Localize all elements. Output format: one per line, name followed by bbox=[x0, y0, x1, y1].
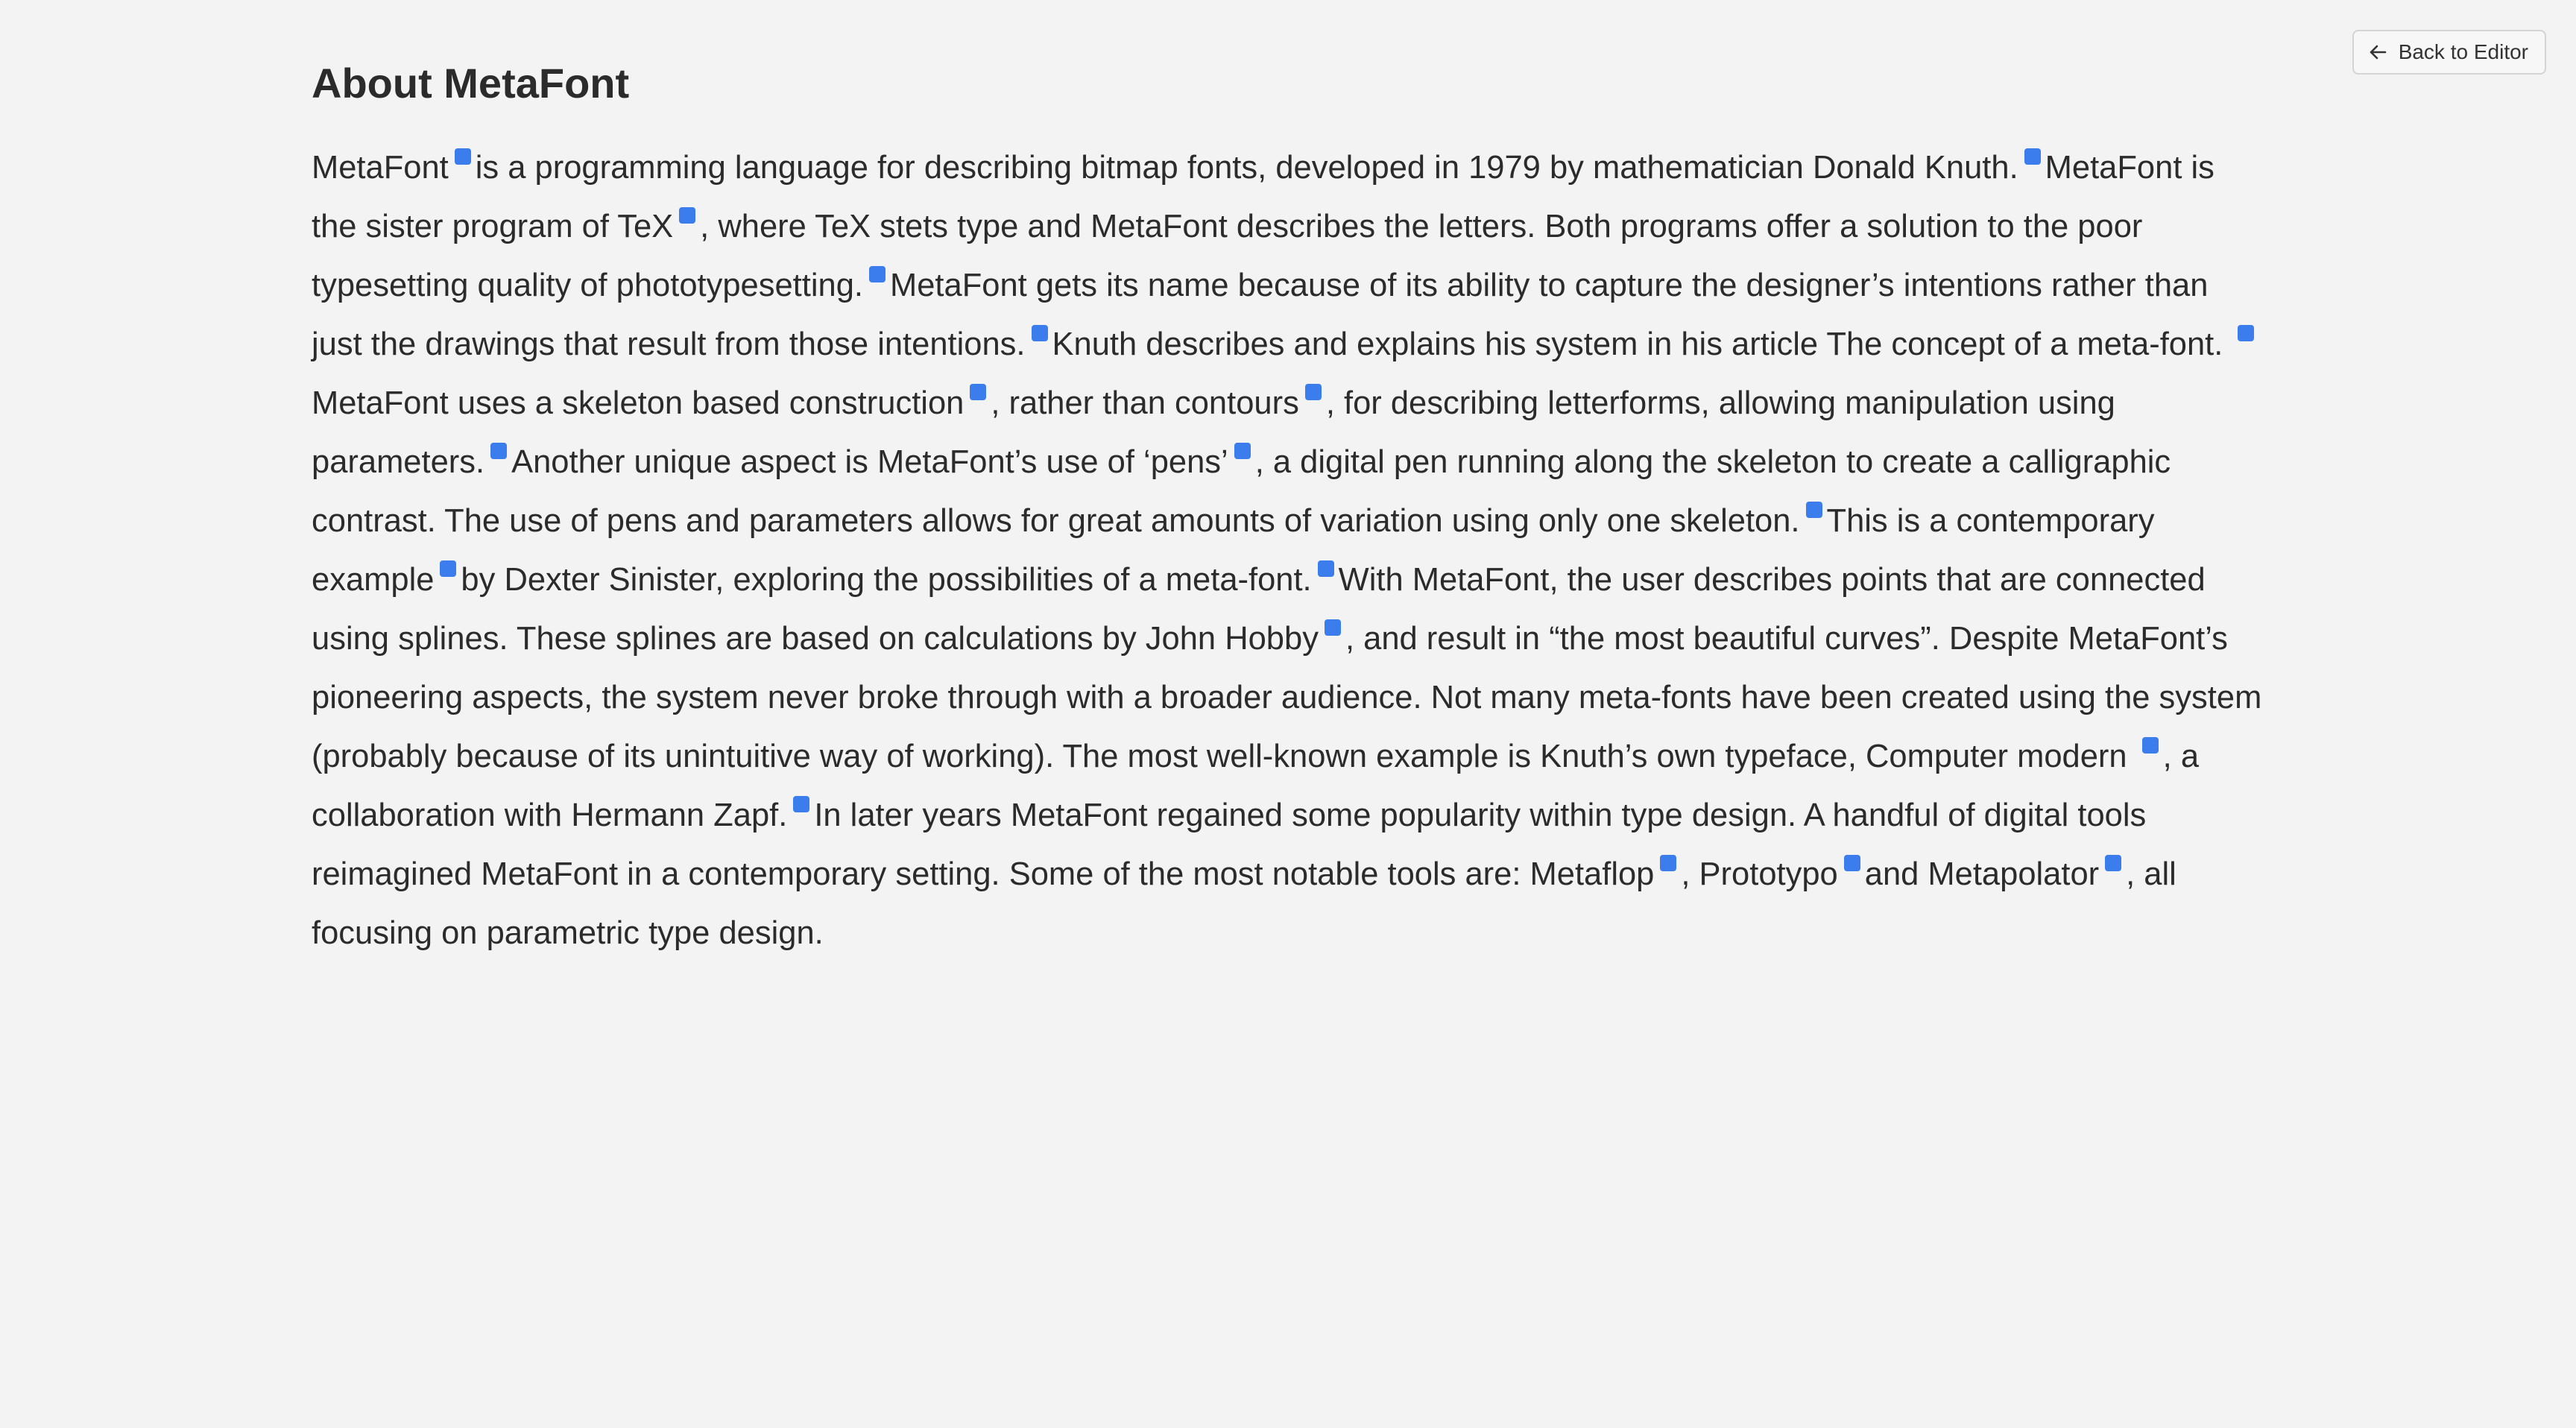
text-segment: , all focusing on parametric type design. bbox=[312, 856, 2176, 951]
back-to-editor-label: Back to Editor bbox=[2398, 40, 2528, 63]
footnote-marker[interactable] bbox=[2024, 148, 2041, 165]
text-segment: , a collaboration with Hermann Zapf. bbox=[312, 739, 2200, 833]
footnote-marker[interactable] bbox=[2238, 325, 2254, 341]
text-segment: , rather than contours bbox=[991, 385, 1299, 421]
footnote-marker[interactable] bbox=[455, 148, 471, 165]
text-segment: MetaFont bbox=[312, 150, 449, 186]
page-title: About MetaFont bbox=[312, 60, 630, 107]
footnote-marker[interactable] bbox=[869, 266, 886, 282]
footnote-marker[interactable] bbox=[1325, 619, 1341, 636]
text-segment: , a digital pen running along the skeleton to create a calligraphic contrast. The use of pens and parameters allows for great amounts of variation using only one skeleton. bbox=[312, 444, 2171, 539]
footnote-marker[interactable] bbox=[970, 384, 986, 400]
footnote-marker[interactable] bbox=[2105, 855, 2121, 871]
arrow-left-icon bbox=[2367, 42, 2388, 63]
text-segment: In later years MetaFont regained some popularity within type design. A handful of digital tools reimagined MetaFont in a contemporary setting. Some of the most notable tools are: Metaflop bbox=[312, 797, 2147, 892]
text-segment: MetaFont uses a skeleton based construction bbox=[312, 385, 965, 421]
text-segment: , for describing letterforms, allowing manipulation using parameters. bbox=[312, 385, 2115, 480]
footnote-marker[interactable] bbox=[1806, 502, 1822, 518]
text-segment: , Prototypo bbox=[1681, 856, 1838, 892]
article-body bbox=[312, 139, 2267, 963]
text-segment: This is a contemporary example bbox=[312, 503, 2155, 598]
footnote-marker[interactable] bbox=[1305, 384, 1322, 400]
text-segment: by Dexter Sinister, exploring the possibilities of a meta-font. bbox=[461, 562, 1312, 598]
footnote-marker[interactable] bbox=[793, 796, 809, 812]
footnote-marker[interactable] bbox=[1318, 560, 1334, 577]
text-segment: , where TeX stets type and MetaFont describes the letters. Both programs offer a solution to the poor typesetting quality of phototypesetting. bbox=[312, 209, 2143, 303]
text-segment: and Metapolator bbox=[1864, 856, 2100, 892]
text-segment: Knuth describes and explains his system in his article The concept of a meta-font. bbox=[1052, 326, 2223, 362]
footnote-marker[interactable] bbox=[1660, 855, 1676, 871]
footnote-marker[interactable] bbox=[440, 560, 456, 577]
content-area bbox=[312, 54, 2267, 963]
footnote-marker[interactable] bbox=[1844, 855, 1860, 871]
footnote-marker[interactable] bbox=[2142, 737, 2159, 754]
back-to-editor-button[interactable] bbox=[2352, 30, 2546, 75]
text-segment: MetaFont gets its name because of its ability to capture the designer’s intentions rather than just the drawings that result from those intentions. bbox=[312, 268, 2209, 362]
footnote-marker[interactable] bbox=[679, 207, 695, 224]
text-segment: With MetaFont, the user describes points that are connected using splines. These splines are based on calculations by John Hobby bbox=[312, 562, 2206, 657]
footnote-marker[interactable] bbox=[1234, 443, 1251, 459]
footnote-marker[interactable] bbox=[490, 443, 507, 459]
text-segment: , and result in “the most beautiful curves”. Despite MetaFont’s pioneering aspects, the system never broke through with a broader audience. Not many meta-fonts have been created using the system (probably because of its unintuitive way of working). The most well-known example is Knuth’s own typeface, Computer modern bbox=[312, 621, 2262, 774]
text-segment: Another unique aspect is MetaFont’s use of ‘pens’ bbox=[511, 444, 1228, 480]
text-segment: is a programming language for describing bitmap fonts, developed in 1979 by mathematician Donald Knuth. bbox=[475, 150, 2018, 186]
text-segment: MetaFont is the sister program of TeX bbox=[312, 150, 2214, 244]
footnote-marker[interactable] bbox=[1032, 325, 1048, 341]
